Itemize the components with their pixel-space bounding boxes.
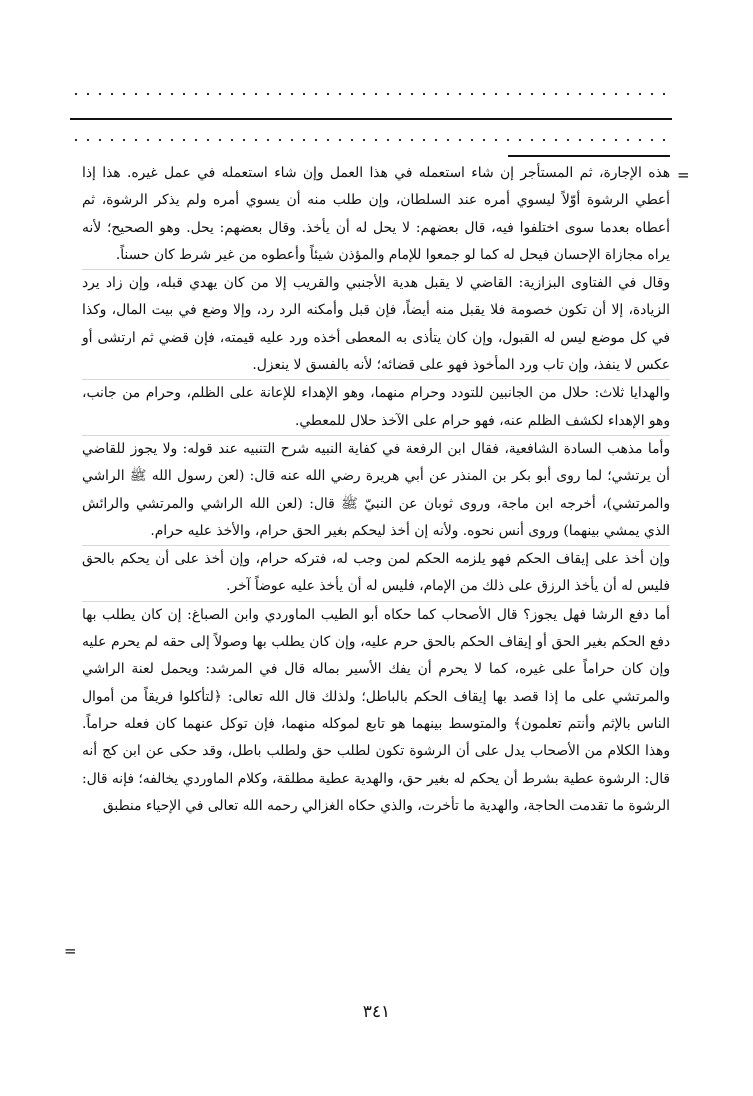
main-text [82,160,670,820]
text-start-rule [508,155,670,157]
continuation-mark-start: = [677,166,690,184]
paragraph-3: والهدايا ثلاث: حلال من الجانبين للتودد وحرام منهما، وهو الإهداء للإعانة على الظلم، وحرام من جانب، وهو الإهداء لكشف الظلم عنه، فهو حرام على الآخذ حلال للمعطي. [82,379,670,435]
paragraph-6: أما دفع الرشا فهل يجوز؟ قال الأصحاب كما حكاه أبو الطيب الماوردي وابن الصباغ: إن كان يطلب بها دفع الحكم بغير الحق أو إيقاف الحكم بالحق حرم عليه، وإن كان يطلب بها وصولاً إلى حقه لم يحرم عليه وإن كان حراماً على غيره، كما لا يحرم أن يفك الأسير بماله قال في المرشد: ويحمل لعنة الراشي والمرتشي على ما إذا قصد بها إيقاف الحكم بالباطل؛ ولذلك قال الله تعالى: ﴿لتأكلوا فريقاً من أموال الناس بالإثم وأنتم تعلمون﴾ والمتوسط بينهما هو تابع لموكله منهما، فإن توكل عنهما كان فعله حراماً. وهذا الكلام من الأصحاب يدل على أن الرشوة تكون لطلب حق ولطلب باطل، وقد حكى عن ابن كج أنه قال: الرشوة عطية بشرط أن يحكم له بغير حق، والهدية عطية مطلقة، وكلام الماوردي يخالفه؛ فإنه قال: الرشوة ما تقدمت الحاجة، والهدية ما تأخرت، والذي حكاه الغزالي رحمه الله تعالى في الإحياء منطبق [82,601,670,820]
paragraph-1: هذه الإجارة، ثم المستأجر إن شاء استعمله في هذا العمل وإن شاء استعمله في عمل غيره. هذا إذا أعطي الرشوة أوّلاً ليسوي أمره عند السلطان، وإن طلب منه أن يسوي أمره ولم يذكر الرشوة، ثم أعطاه بعدما سوى اختلفوا فيه، قال بعضهم: لا يحل له أن يأخذ. وقال بعضهم: يحل. وهو الصحيح؛ لأنه يراه مجازاة الإحسان فيحل له كما لو جمعوا للإمام والمؤذن شيئاً وأعطوه من غير شرط كان حسناً. [82,165,670,263]
header-rule [70,118,672,120]
header-dotted-line [70,92,670,96]
paragraph-2: وقال في الفتاوى البزازية: القاضي لا يقبل هدية الأجنبي والقريب إلا من كان يهدي قبله، وإن زاد يرد الزيادة، إلا أن تكون خصومة فلا يقبل منه أيضاً، فإن قبل وأمكنه الرد رد، وإلا وضع في بيت المال، وكذا في كل موضع ليس له القبول، وإن كان يتأذى به المعطى أخذه ورد عليه قيمته، فإن قضي ثم ارتشى أو عكس لا ينفذ، وإن تاب ورد المأخوذ فهو على قضائه؛ لأنه بالفسق لا ينعزل. [82,269,670,379]
paragraph-4: وأما مذهب السادة الشافعية، فقال ابن الرفعة في كفاية النبيه شرح التنبيه عند قوله: ولا يجوز للقاضي أن يرتشي؛ لما روى أبو بكر بن المنذر عن أبي هريرة رضي الله عنه قال: (لعن رسول الله ﷺ الراشي والمرتشي)، أخرجه ابن ماجة، وروى ثوبان عن النبيّ ﷺ قال: (لعن الله الراشي والمرتشي والرائش الذي يمشي بينهما) وروى أنس نحوه. ولأنه إن أخذ ليحكم بغير الحق حرام، والأخذ عليه حرام. [82,435,670,545]
page-number: ٣٤١ [362,1002,391,1022]
header-dotted-line-lower [70,138,670,142]
continuation-mark-end: = [64,942,77,960]
paragraph-5: وإن أخذ على إيقاف الحكم فهو يلزمه الحكم لمن وجب له، فتركه حرام، وإن أخذ على أن يحكم بالحق فليس له أن يأخذ الرزق على ذلك من الإمام، فليس له أن يأخذ عليه عوضاً آخر. [82,545,670,601]
